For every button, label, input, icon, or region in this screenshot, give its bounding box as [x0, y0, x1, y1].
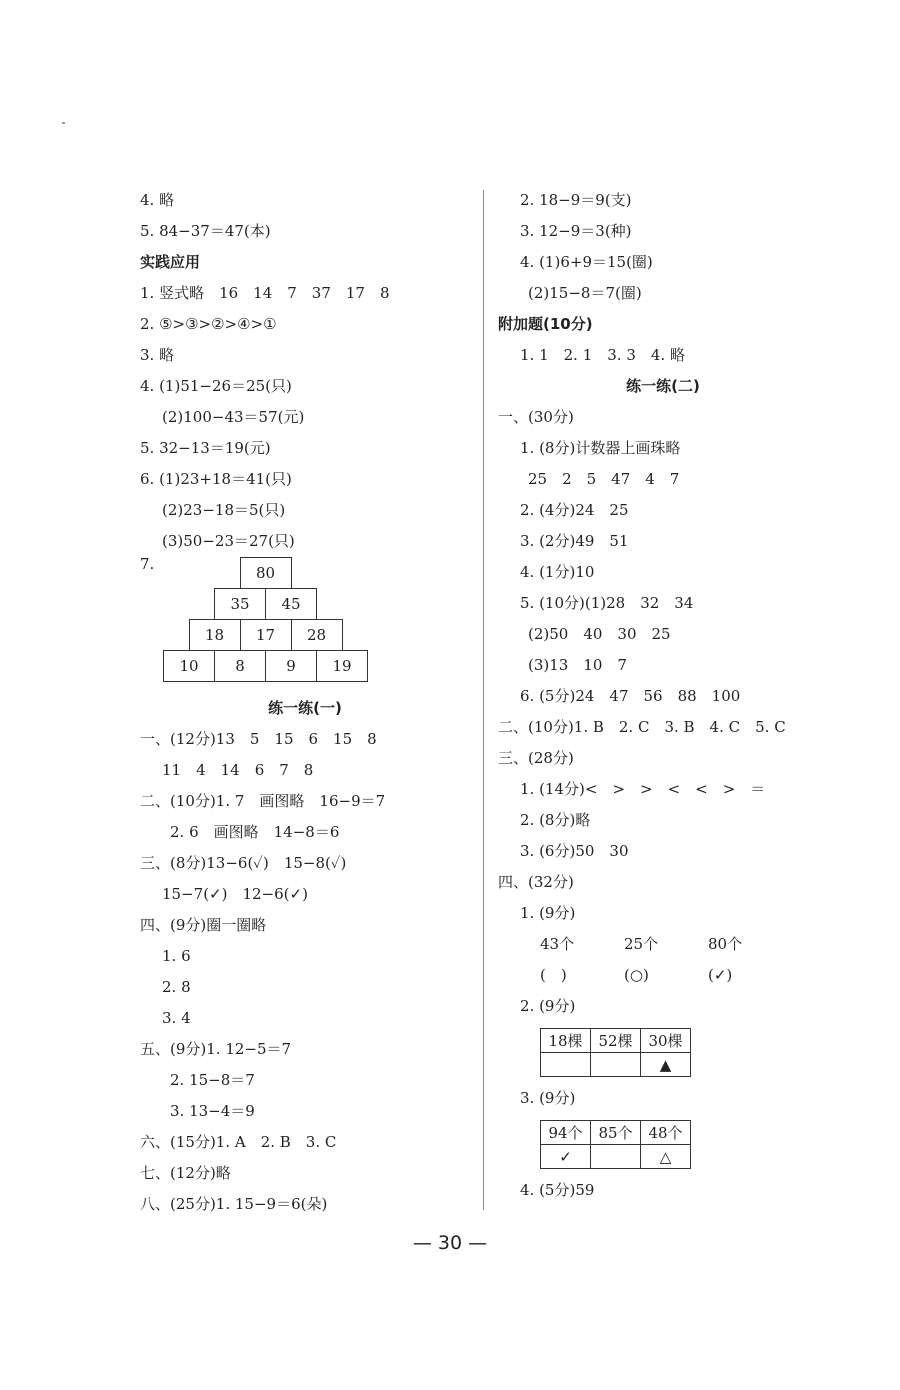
answer-line: 3. (6分)50 30 — [520, 842, 629, 860]
scan-speck — [62, 122, 65, 124]
right-column — [498, 185, 828, 1206]
pyramid-cell: 35 — [214, 588, 266, 620]
answer-line: 3. 12−9＝3(种) — [520, 222, 632, 240]
answer-line: 三、(8分)13−6(✓) 15−8(✓) — [140, 854, 347, 872]
q1-item: 80个 — [708, 935, 743, 953]
answer-line: 3. 4 — [162, 1009, 191, 1027]
answer-line: 4. (1)6+9＝15(圈) — [520, 253, 653, 271]
answer-line: 一、(30分) — [498, 408, 574, 426]
bonus-title: 附加题(10分) — [498, 315, 593, 333]
pyramid-row — [215, 588, 317, 620]
answer-line: 2. 15−8＝7 — [170, 1071, 255, 1089]
answer-line: 二、(10分)1. B 2. C 3. B 4. C 5. C — [498, 718, 786, 736]
answer-line: 5. 32−13＝19(元) — [140, 439, 271, 457]
pyramid-cell: 19 — [316, 650, 368, 682]
table-cell — [541, 1053, 591, 1077]
answer-line: 6. (5分)24 47 56 88 100 — [520, 687, 741, 705]
answer-line: (2)50 40 30 25 — [528, 625, 671, 643]
answer-table-2 — [540, 1028, 691, 1077]
answer-line: 2. 18−9＝9(支) — [520, 191, 632, 209]
number-pyramid — [140, 557, 470, 685]
answer-line: 2. 6 画图略 14−8＝6 — [170, 823, 340, 841]
answer-line: 1. (8分)计数器上画珠略 — [520, 439, 681, 457]
table-cell: 52棵 — [591, 1029, 641, 1053]
page-number: — 30 — — [412, 1232, 488, 1254]
answer-line: 5. 84−37＝47(本) — [140, 222, 271, 240]
column-divider — [483, 190, 484, 1210]
answer-line: 五、(9分)1. 12−5＝7 — [140, 1040, 292, 1058]
table-cell: 94个 — [541, 1121, 591, 1145]
answer-line: (2)100−43＝57(元) — [162, 408, 305, 426]
practice-lines — [140, 278, 470, 557]
pyramid-label: 7. — [140, 555, 155, 573]
section-title-1: 练一练(一) — [268, 699, 342, 717]
pyramid-cell: 80 — [240, 557, 292, 589]
pyramid-row — [164, 650, 368, 682]
pyramid-cell: 17 — [240, 619, 292, 651]
answer-table-3 — [540, 1120, 691, 1169]
answer-line: 六、(15分)1. A 2. B 3. C — [140, 1133, 337, 1151]
answer-line: (3)13 10 7 — [528, 656, 627, 674]
answer-line: 2. ⑤>③>②>④>① — [140, 315, 277, 333]
table-cell: ▲ — [641, 1053, 691, 1077]
q1-mark: (○) — [624, 966, 649, 984]
pyramid-cell: 45 — [265, 588, 317, 620]
table-cell: 48个 — [641, 1121, 691, 1145]
pyramid-cell: 18 — [189, 619, 241, 651]
section-1-lines — [140, 724, 470, 1220]
answer-line: 三、(28分) — [498, 749, 574, 767]
answer-line: 4. (1分)10 — [520, 563, 595, 581]
answer-line: 八、(25分)1. 15−9＝6(朵) — [140, 1195, 328, 1213]
answer-line: 2. (8分)略 — [520, 811, 591, 829]
answer-line: 七、(12分)略 — [140, 1164, 231, 1182]
answer-line: 1. (9分) — [520, 904, 576, 922]
answer-line: 四、(32分) — [498, 873, 574, 891]
answer-line: 4. (1)51−26＝25(只) — [140, 377, 292, 395]
section-2-lines — [498, 402, 828, 929]
pyramid-row — [241, 557, 292, 589]
q2-label: 2. (9分) — [520, 997, 576, 1015]
answer-line: 2. (4分)24 25 — [520, 501, 629, 519]
answer-line: 1. 6 — [162, 947, 191, 965]
answer-line: (3)50−23＝27(只) — [162, 532, 295, 550]
table-cell: △ — [641, 1145, 691, 1169]
answer-line: 5. (10分)(1)28 32 34 — [520, 594, 694, 612]
q1-marks — [498, 960, 828, 991]
table-cell: 30棵 — [641, 1029, 691, 1053]
q1-item: 43个 — [540, 935, 575, 953]
answer-line: 4. 略 — [140, 191, 175, 209]
pyramid-cell: 28 — [291, 619, 343, 651]
q3-label: 3. (9分) — [520, 1089, 576, 1107]
table-cell: 85个 — [591, 1121, 641, 1145]
section-title-2: 练一练(二) — [626, 377, 700, 395]
left-top-lines — [140, 185, 470, 247]
answer-line: 15−7(✓) 12−6(✓) — [162, 885, 308, 903]
last-answer: 4. (5分)59 — [520, 1181, 595, 1199]
table-cell — [591, 1053, 641, 1077]
pyramid-cell: 8 — [214, 650, 266, 682]
left-column — [140, 185, 470, 1220]
answer-line: 3. 略 — [140, 346, 175, 364]
answer-line: 一、(12分)13 5 15 6 15 8 — [140, 730, 377, 748]
answer-line: 6. (1)23+18＝41(只) — [140, 470, 292, 488]
answer-line: 25 2 5 47 4 7 — [528, 470, 680, 488]
table-cell: 18棵 — [541, 1029, 591, 1053]
q1-item: 25个 — [624, 935, 659, 953]
answer-line: 1. (14分)< > > < < > ＝ — [520, 780, 766, 798]
right-top-lines — [498, 185, 828, 309]
q1-mark: ( ) — [540, 966, 567, 984]
answer-line: (2)15−8＝7(圈) — [528, 284, 642, 302]
answer-line: 3. (2分)49 51 — [520, 532, 629, 550]
q1-mark: (✓) — [708, 966, 733, 984]
table-cell — [591, 1145, 641, 1169]
answer-line: 11 4 14 6 7 8 — [162, 761, 314, 779]
answer-line: 2. 8 — [162, 978, 191, 996]
q1-items — [498, 929, 828, 960]
answer-line: 二、(10分)1. 7 画图略 16−9＝7 — [140, 792, 386, 810]
answer-line: 1. 竖式略 16 14 7 37 17 8 — [140, 284, 390, 302]
answer-line: 3. 13−4＝9 — [170, 1102, 255, 1120]
answer-line: (2)23−18＝5(只) — [162, 501, 286, 519]
pyramid-row — [190, 619, 343, 651]
pyramid-cell: 10 — [163, 650, 215, 682]
pyramid-cell: 9 — [265, 650, 317, 682]
bonus-answers: 1. 1 2. 1 3. 3 4. 略 — [520, 346, 685, 364]
practice-title: 实践应用 — [140, 253, 201, 271]
answer-line: 四、(9分)圈一圈略 — [140, 916, 267, 934]
table-cell: ✓ — [541, 1145, 591, 1169]
